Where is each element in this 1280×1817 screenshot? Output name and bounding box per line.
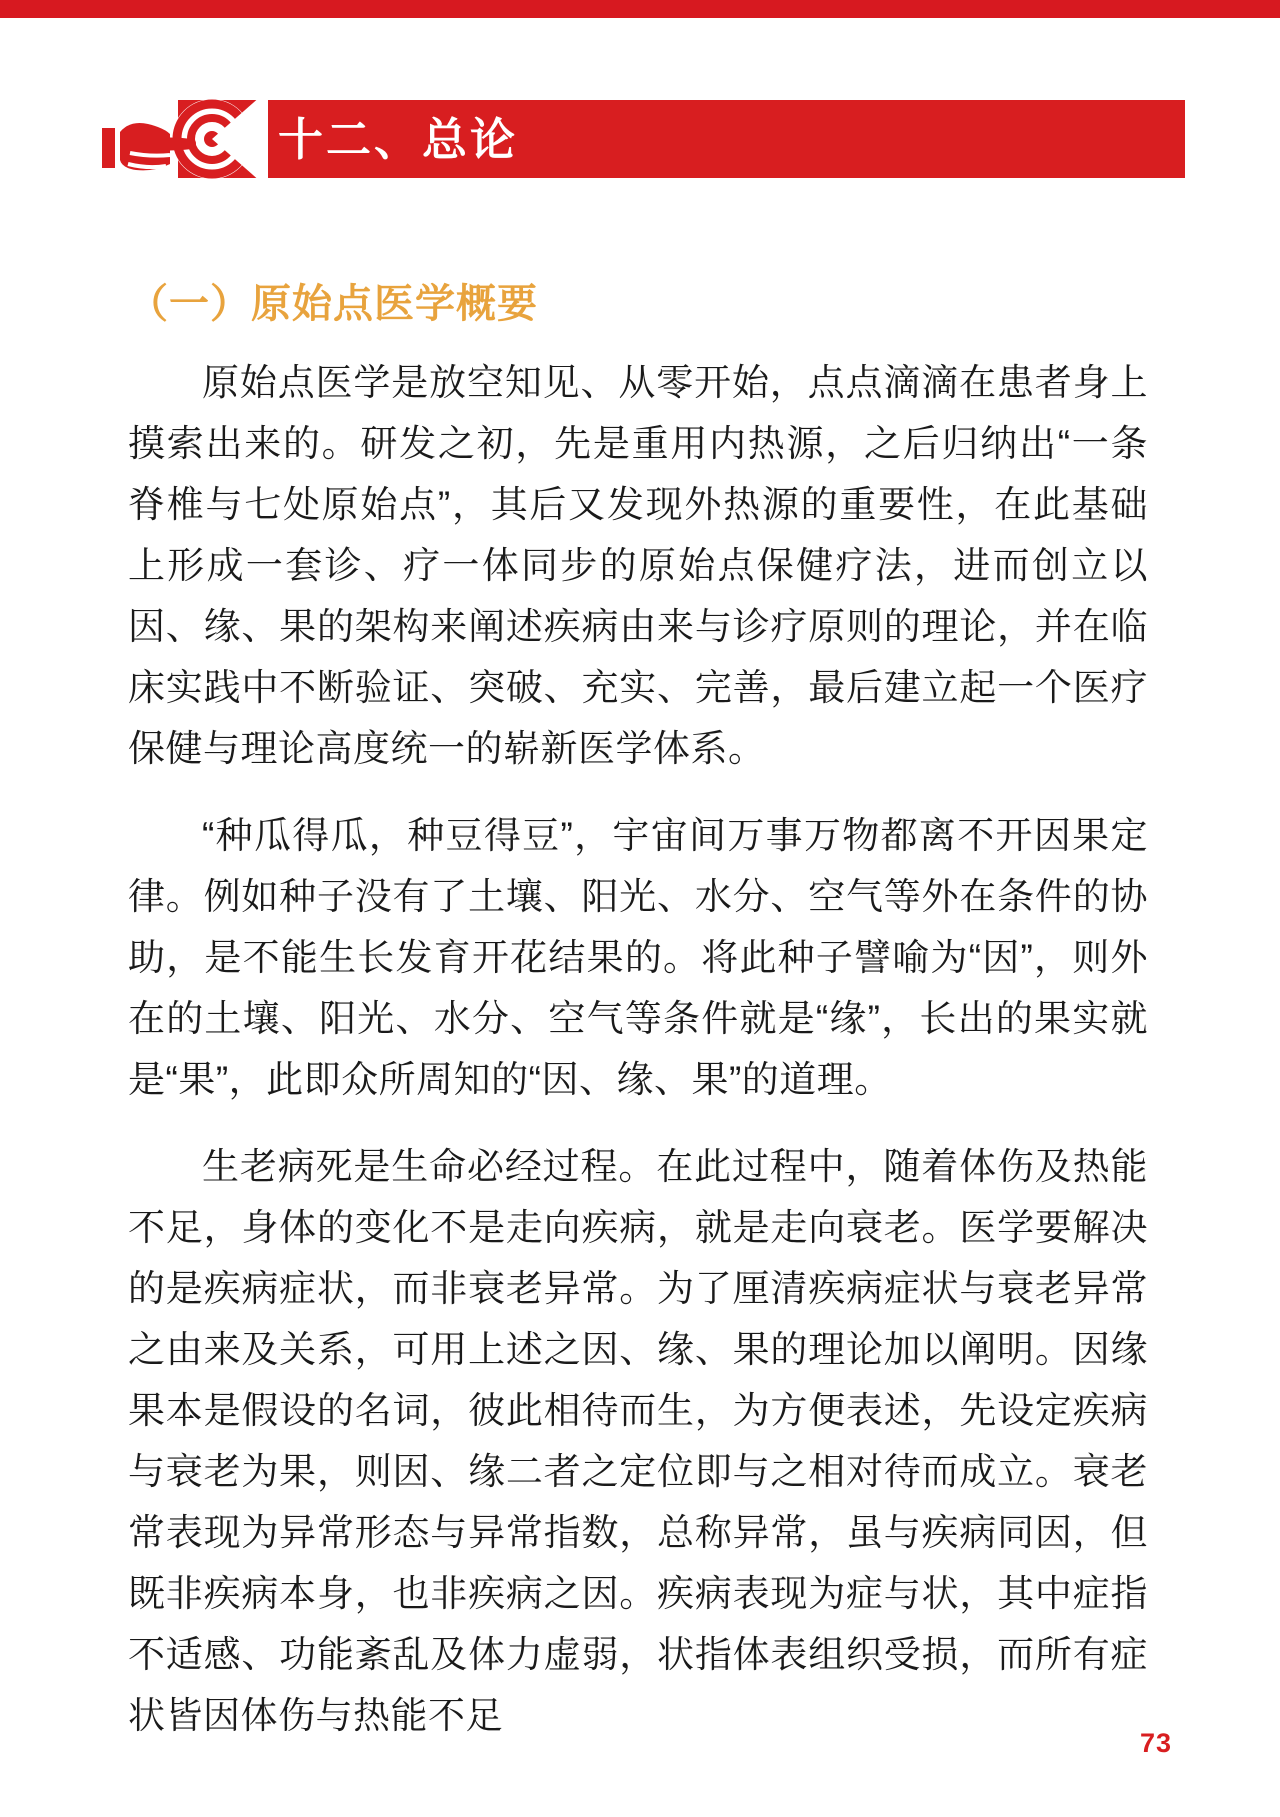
page-number: 73 (1139, 1728, 1172, 1758)
chapter-banner (178, 100, 1185, 178)
body-paragraph: 生老病死是生命必经过程。在此过程中，随着体伤及热能不足，身体的变化不是走向疾病，就是走向衰老。医学要解决的是疾病症状，而非衰老异常。为了厘清疾病症状与衰老异常之由来及关系，可用上述之因、缘、果的理论加以阐明。因缘果本是假设的名词，彼此相待而生，为方便表述，先设定疾病与衰老为果，则因、缘二者之定位即与之相对待而成立。衰老常表现为异常形态与异常指数，总称异常，虽与疾病同因，但既非疾病本身，也非疾病之因。疾病表现为症与状，其中症指不适感、功能紊乱及体力虚弱，状指体表组织受损，而所有症状皆因体伤与热能不足 (128, 1146, 1148, 1736)
pointing-hand-target-icon (100, 98, 268, 180)
body-paragraph: “种瓜得瓜，种豆得豆”，宇宙间万事万物都离不开因果定律。例如种子没有了土壤、阳光、水分、空气等外在条件的协助，是不能生长发育开花结果的。将此种子譬喻为“因”，则外在的土壤、阳光、水分、空气等条件就是“缘”，长出的果实就是“果”，此即众所周知的“因、缘、果”的道理。 (128, 815, 1148, 1100)
section-heading: （一）原始点医学概要 (128, 282, 538, 326)
chapter-title: 十二、总论 (278, 113, 519, 165)
body-text-column (128, 352, 1148, 1746)
body-paragraph: 原始点医学是放空知见、从零开始，点点滴滴在患者身上摸索出来的。研发之初，先是重用内热源，之后归纳出“一条脊椎与七处原始点”，其后又发现外热源的重要性，在此基础上形成一套诊、疗一体同步的原始点保健疗法，进而创立以因、缘、果的架构来阐述疾病由来与诊疗原则的理论，并在临床实践中不断验证、突破、充实、完善，最后建立起一个医疗保健与理论高度统一的崭新医学体系。 (128, 362, 1148, 769)
top-red-rule (0, 0, 1280, 18)
